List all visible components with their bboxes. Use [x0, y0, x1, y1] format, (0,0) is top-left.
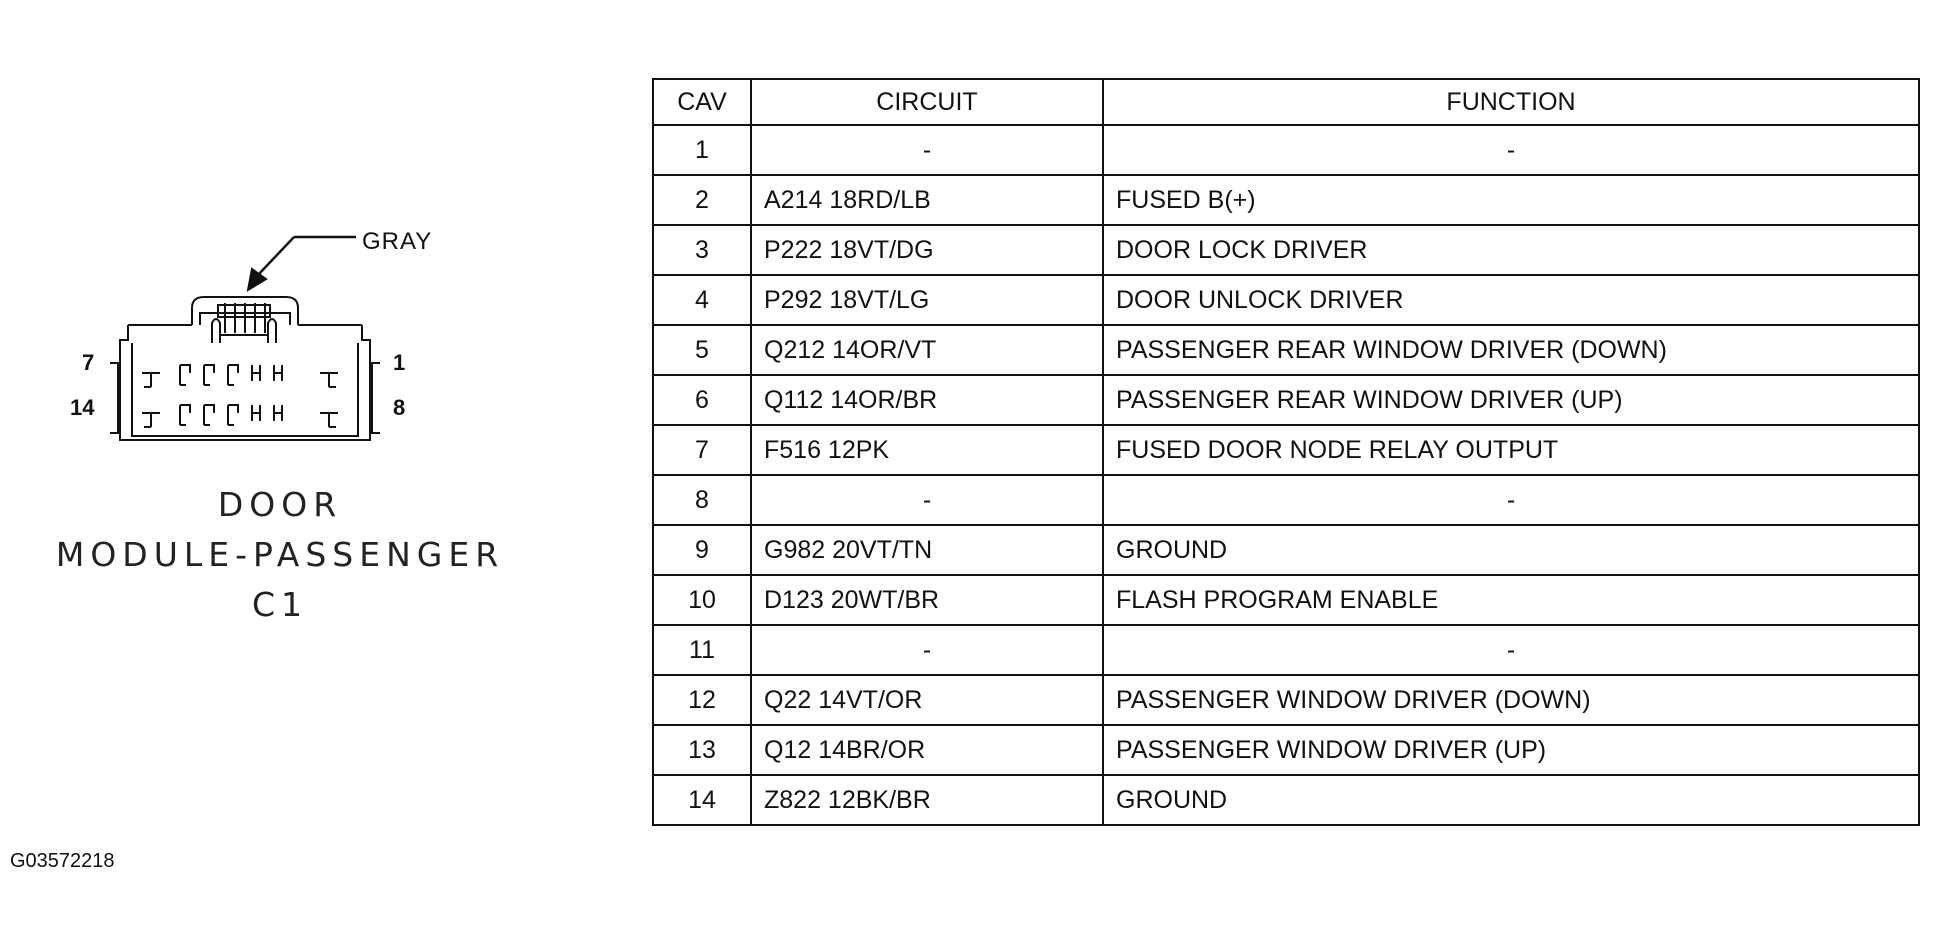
pin-label-top-right: 1: [393, 350, 406, 375]
table-row: [653, 475, 1919, 525]
cell-cav: 11: [653, 625, 751, 675]
cavity-table: [652, 78, 1920, 826]
header-circuit: CIRCUIT: [751, 79, 1103, 125]
connector-diagram: [0, 0, 560, 700]
cell-cav: 1: [653, 125, 751, 175]
connector-title-line-2: MODULE-PASSENGER: [55, 535, 505, 574]
cell-function: -: [1103, 125, 1919, 175]
cell-function: -: [1103, 475, 1919, 525]
table-row: [653, 125, 1919, 175]
cell-cav: 9: [653, 525, 751, 575]
cell-cav: 6: [653, 375, 751, 425]
cell-function: PASSENGER WINDOW DRIVER (DOWN): [1103, 675, 1919, 725]
cell-circuit: P222 18VT/DG: [751, 225, 1103, 275]
cell-circuit: F516 12PK: [751, 425, 1103, 475]
pin-label-bottom-right: 8: [393, 395, 406, 420]
cell-function: PASSENGER WINDOW DRIVER (UP): [1103, 725, 1919, 775]
table-row: [653, 725, 1919, 775]
cell-circuit: Q112 14OR/BR: [751, 375, 1103, 425]
table-row: [653, 375, 1919, 425]
table-row: [653, 575, 1919, 625]
cell-cav: 7: [653, 425, 751, 475]
table-header-row: [653, 79, 1919, 125]
figure-reference-code: G03572218: [10, 850, 115, 872]
cell-circuit: G982 20VT/TN: [751, 525, 1103, 575]
cell-circuit: -: [751, 125, 1103, 175]
connector-face-drawing: [80, 215, 400, 455]
cell-circuit: Q212 14OR/VT: [751, 325, 1103, 375]
cell-function: DOOR LOCK DRIVER: [1103, 225, 1919, 275]
table-row: [653, 675, 1919, 725]
cell-cav: 14: [653, 775, 751, 825]
cell-function: FUSED DOOR NODE RELAY OUTPUT: [1103, 425, 1919, 475]
cell-circuit: P292 18VT/LG: [751, 275, 1103, 325]
pin-label-top-left: 7: [82, 350, 95, 375]
table-row: [653, 525, 1919, 575]
pin-label-bottom-left: 14: [70, 395, 95, 420]
table-row: [653, 425, 1919, 475]
cell-function: FLASH PROGRAM ENABLE: [1103, 575, 1919, 625]
cell-function: PASSENGER REAR WINDOW DRIVER (UP): [1103, 375, 1919, 425]
cell-function: DOOR UNLOCK DRIVER: [1103, 275, 1919, 325]
cell-cav: 10: [653, 575, 751, 625]
table-row: [653, 275, 1919, 325]
cell-circuit: -: [751, 475, 1103, 525]
header-cav: CAV: [653, 79, 751, 125]
cell-cav: 13: [653, 725, 751, 775]
cell-circuit: D123 20WT/BR: [751, 575, 1103, 625]
cell-circuit: -: [751, 625, 1103, 675]
cell-function: FUSED B(+): [1103, 175, 1919, 225]
connector-title-line-1: DOOR: [217, 485, 343, 524]
cell-function: PASSENGER REAR WINDOW DRIVER (DOWN): [1103, 325, 1919, 375]
cell-circuit: Q12 14BR/OR: [751, 725, 1103, 775]
table-row: [653, 175, 1919, 225]
table-row: [653, 325, 1919, 375]
table-body: [653, 125, 1919, 825]
cell-circuit: Z822 12BK/BR: [751, 775, 1103, 825]
cell-cav: 4: [653, 275, 751, 325]
table-row: [653, 625, 1919, 675]
cell-function: -: [1103, 625, 1919, 675]
cell-function: GROUND: [1103, 525, 1919, 575]
cell-circuit: A214 18RD/LB: [751, 175, 1103, 225]
cell-cav: 8: [653, 475, 751, 525]
cell-cav: 2: [653, 175, 751, 225]
table-row: [653, 225, 1919, 275]
cell-cav: 5: [653, 325, 751, 375]
cell-function: GROUND: [1103, 775, 1919, 825]
cell-circuit: Q22 14VT/OR: [751, 675, 1103, 725]
cell-cav: 3: [653, 225, 751, 275]
table-row: [653, 775, 1919, 825]
connector-color-label: GRAY: [362, 228, 433, 255]
connector-title-line-3: C1: [251, 585, 309, 624]
header-function: FUNCTION: [1103, 79, 1919, 125]
cell-cav: 12: [653, 675, 751, 725]
